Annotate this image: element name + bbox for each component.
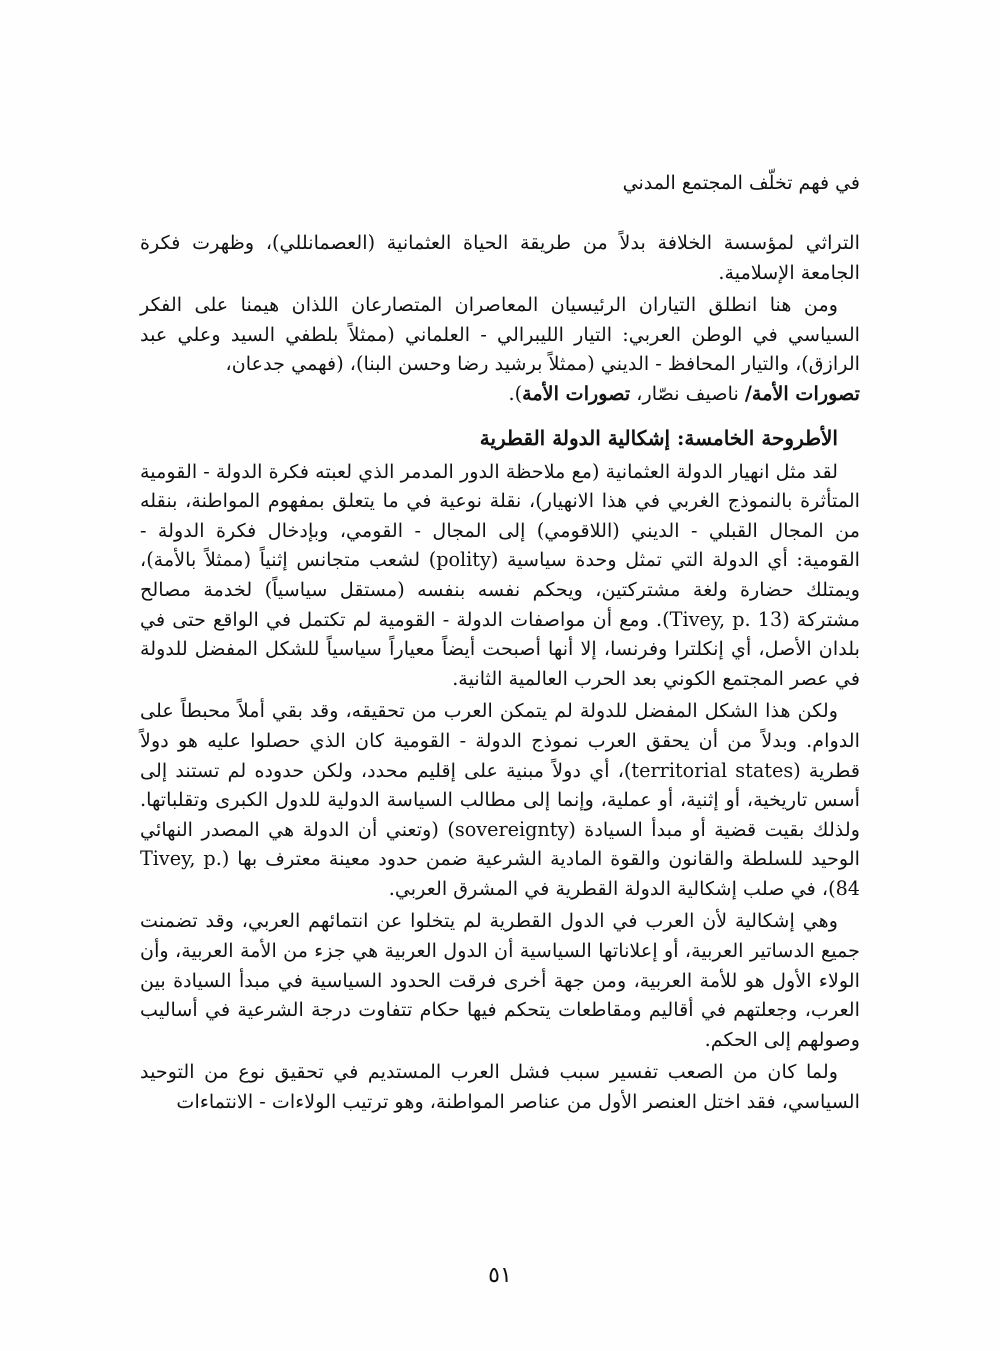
reference-close: ).: [508, 381, 523, 405]
paragraph-2: [140, 290, 860, 408]
reference-title-1: تصورات الأمة/: [744, 381, 860, 405]
paragraph-1: التراثي لمؤسسة الخلافة بدلاً من طريقة الحياة العثمانية (العصمانللي)، وظهرت فكرة الجامعة الإسلامية.: [140, 231, 860, 284]
section-heading: الأطروحة الخامسة: إشكالية الدولة القطرية: [479, 425, 838, 450]
paragraph-5: وهي إشكالية لأن العرب في الدول القطرية لم يتخلوا عن انتمائهم العربي، وقد تضمنت جميع الدساتير العربية، أو إعلاناتها السياسية أن الدول العربية هي جزء من الأمة العربية، وأن الولاء الأول هو للأمة العربية، ومن جهة أخرى فرقت الحدود السياسية في مبدأ السيادة بين العرب، وجعلتهم في أقاليم ومقاطعات يتحكم فيها حكام تتفاوت درجة الشرعية في أساليب وصولهم إلى الحكم.: [140, 909, 860, 1051]
paragraph-2-text: ومن هنا انطلق التياران الرئيسيان المعاصران المتصارعان اللذان هيمنا على الفكر السياسي في الوطن العربي: التيار الليبرالي - العلماني (ممثلاً بلطفي السيد وعلي عبد الرازق)، والتيار المحافظ - الديني (ممثلاً برشيد رضا وحسن البنا)، (فهمي جدعان،: [140, 293, 860, 376]
reference-title-2: تصورات الأمة: [522, 381, 631, 405]
paragraph-6: ولما كان من الصعب تفسير سبب فشل العرب المستديم في تحقيق نوع من التوحيد السياسي، فقد اختل العنصر الأول من عناصر المواطنة، وهو ترتيب الولاءات - الانتماءات: [140, 1060, 860, 1114]
body-text: [140, 228, 860, 1120]
page-number: ٥١: [488, 1263, 512, 1288]
paragraph-4: ولكن هذا الشكل المفضل للدولة لم يتمكن العرب من تحقيقه، وقد بقي أملاً محبطاً على الدوام. وبدلاً من أن يحقق العرب نموذج الدولة - القومية كان الذي حصلوا عليه هو دولاً قطرية (territorial states)، أي دولاً مبنية على إقليم محدد، ولكن حدوده لم تستند إلى أسس تاريخية، أو إثنية، أو عملية، وإنما إلى مطالب السياسة الدولية للدول الكبرى وتقلباتها. ولذلك بقيت قضية أو مبدأ السيادة (sovereignty) (وتعني أن الدولة هي المصدر النهائي الوحيد للسلطة والقانون والقوة المادية الشرعية ضمن حدود معينة معترف بها (Tivey, p. 84)، في صلب إشكالية الدولة القطرية في المشرق العربي.: [140, 699, 861, 900]
reference-author: ناصيف نصّار،: [630, 381, 745, 405]
paragraph-3: لقد مثل انهيار الدولة العثمانية (مع ملاحظة الدور المدمر الذي لعبته فكرة الدولة - القومية المتأثرة بالنموذج الغربي في هذا الانهيار)، نقلة نوعية في ما يتعلق بمفهوم المواطنة، بنقله من المجال القبلي - الديني (اللاقومي) إلى المجال - القومي، وبإدخال فكرة الدولة - القومية: أي الدولة التي تمثل وحدة سياسية (polity) لشعب متجانس إثنياً (ممثلاً بالأمة)، ويمتلك حضارة ولغة مشتركتين، ويحكم نفسه بنفسه (مستقل سياسياً) لخدمة مصالح مشتركة (Tivey, p. 13). ومع أن مواصفات الدولة - القومية لم تكتمل في الواقع حتى في بلدان الأصل، أي إنكلترا وفرنسا، إلا أنها أصبحت أيضاً معياراً سياسياً للشكل المفضل للدولة في عصر المجتمع الكوني بعد الحرب العالمية الثانية.: [140, 459, 860, 690]
running-header: في فهم تخلّف المجتمع المدني: [622, 172, 860, 194]
